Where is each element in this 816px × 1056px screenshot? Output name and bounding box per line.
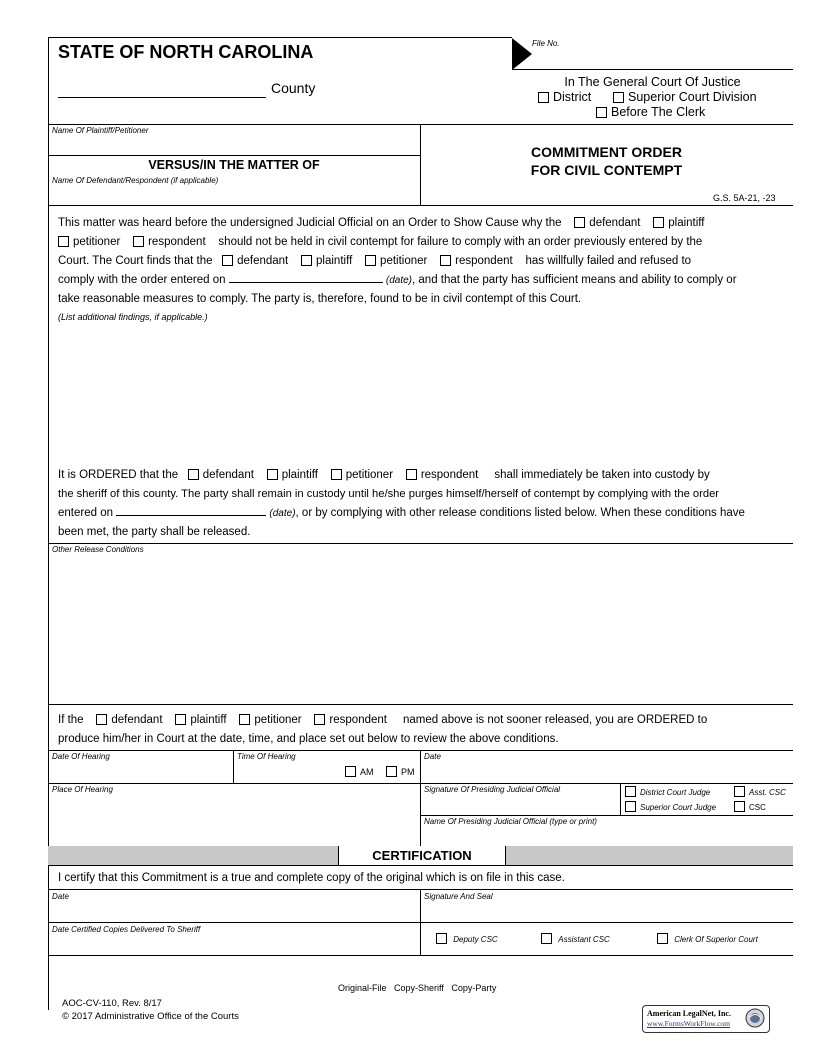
certification-heading: CERTIFICATION xyxy=(338,846,506,865)
am-option[interactable]: AM xyxy=(345,766,374,777)
petitioner-checkbox[interactable] xyxy=(58,236,69,247)
divider xyxy=(48,155,420,156)
divider xyxy=(420,815,793,816)
delivered-date-label: Date Certified Copies Delivered To Sheriff xyxy=(52,925,201,934)
purge-date-field[interactable] xyxy=(116,515,266,516)
divider xyxy=(420,750,421,846)
state-title: STATE OF NORTH CAROLINA xyxy=(58,42,314,62)
order-date-label: Date xyxy=(424,752,441,761)
findings-paragraph: This matter was heard before the undersigned Judicial Official on an Order to Show Cause why the defendant plaintiff petitioner respondent should not be held in civil contempt for failure to comply with an order previously entered by the Court. The Court finds that the defendant plaintiff petitioner respondent has willfully failed and refused to comply with the order entered on (date), and that the party has sufficient means and ability to comply or take reasonable measures to comply. The party is, therefore, found to be in civil contempt of this Court. xyxy=(58,217,737,305)
deputy-csc-option[interactable]: Deputy CSC xyxy=(436,933,498,944)
globe-icon xyxy=(745,1008,765,1028)
district-judge-checkbox[interactable] xyxy=(625,786,636,797)
clerk-checkbox[interactable] xyxy=(596,107,607,118)
district-judge-option[interactable]: District Court Judge xyxy=(625,786,710,797)
defendant-checkbox[interactable] xyxy=(96,714,107,725)
defendant-checkbox[interactable] xyxy=(188,469,199,480)
divider xyxy=(233,750,234,783)
clerk-superior-option[interactable]: Clerk Of Superior Court xyxy=(657,933,758,944)
clerk-superior-checkbox[interactable] xyxy=(657,933,668,944)
plaintiff-label: Name Of Plaintiff/Petitioner xyxy=(52,126,149,135)
respondent-checkbox[interactable] xyxy=(133,236,144,247)
divider xyxy=(48,205,793,206)
clerk-option[interactable]: Before The Clerk xyxy=(596,105,705,119)
respondent-checkbox[interactable] xyxy=(440,255,451,266)
file-no-line xyxy=(512,69,793,70)
divider xyxy=(48,922,793,923)
petitioner-checkbox[interactable] xyxy=(239,714,250,725)
superior-judge-checkbox[interactable] xyxy=(625,801,636,812)
respondent-checkbox[interactable] xyxy=(314,714,325,725)
superior-judge-option[interactable]: Superior Court Judge xyxy=(625,801,716,812)
divider xyxy=(48,955,793,956)
plaintiff-checkbox[interactable] xyxy=(301,255,312,266)
county-line[interactable] xyxy=(58,97,266,98)
petitioner-checkbox[interactable] xyxy=(365,255,376,266)
judge-signature-label: Signature Of Presiding Judicial Official xyxy=(424,785,561,794)
release-conditions-field[interactable] xyxy=(52,558,788,698)
county-label: County xyxy=(271,80,316,96)
place-of-hearing-label: Place Of Hearing xyxy=(52,785,113,794)
release-conditions-label: Other Release Conditions xyxy=(52,545,144,554)
order-date-field[interactable] xyxy=(229,282,383,283)
judge-name-label: Name Of Presiding Judicial Official (type or print) xyxy=(424,817,597,826)
divider xyxy=(48,783,793,784)
hearing-time-label: Time Of Hearing xyxy=(237,752,296,761)
order-paragraph: It is ORDERED that the defendant plaintiff petitioner respondent shall immediately be taken into custody by the sheriff of this county. The party shall remain in custody until he/she purges himself/herself of contempt by complying with the order entered on (date), or by complying with other release conditions listed below. When these conditions have been met, the party shall be released. xyxy=(58,469,745,538)
respondent-checkbox[interactable] xyxy=(406,469,417,480)
certification-text: I certify that this Commitment is a true and complete copy of the original which is on file in this case. xyxy=(58,872,565,884)
pm-option[interactable]: PM xyxy=(386,766,415,777)
copy-distribution: Original-File Copy-Sheriff Copy-Party xyxy=(338,983,497,993)
plaintiff-checkbox[interactable] xyxy=(653,217,664,228)
deputy-csc-checkbox[interactable] xyxy=(436,933,447,944)
superior-option[interactable]: Superior Court Division xyxy=(613,90,757,104)
csc-option[interactable]: CSC xyxy=(734,801,766,812)
petitioner-checkbox[interactable] xyxy=(331,469,342,480)
plaintiff-checkbox[interactable] xyxy=(175,714,186,725)
versus-label: VERSUS/IN THE MATTER OF xyxy=(148,158,320,172)
pm-checkbox[interactable] xyxy=(386,766,397,777)
divider xyxy=(48,543,793,544)
district-checkbox[interactable] xyxy=(538,92,549,103)
copyright: © 2017 Administrative Office of the Courts xyxy=(62,1011,239,1022)
assistant-csc-option[interactable]: Assistant CSC xyxy=(541,933,610,944)
divider xyxy=(48,704,793,705)
file-no-flag-icon xyxy=(512,38,532,70)
am-checkbox[interactable] xyxy=(345,766,356,777)
asst-csc-option[interactable]: Asst. CSC xyxy=(734,786,786,797)
csc-checkbox[interactable] xyxy=(734,801,745,812)
file-no-label: File No. xyxy=(532,39,560,48)
additional-findings-note: (List additional findings, if applicable.) xyxy=(58,312,208,322)
statute-ref: G.S. 5A-21, -23 xyxy=(713,193,776,203)
superior-checkbox[interactable] xyxy=(613,92,624,103)
form-number: AOC-CV-110, Rev. 8/17 xyxy=(62,998,162,1009)
certification-date-label: Date xyxy=(52,892,69,901)
defendant-checkbox[interactable] xyxy=(574,217,585,228)
top-border xyxy=(48,37,512,38)
defendant-label: Name Of Defendant/Respondent (if applicable) xyxy=(52,176,219,185)
form-title: COMMITMENT ORDER FOR CIVIL CONTEMPT xyxy=(530,144,683,178)
hearing-date-label: Date Of Hearing xyxy=(52,752,110,761)
court-label: In The General Court Of Justice xyxy=(564,75,741,89)
defendant-checkbox[interactable] xyxy=(222,255,233,266)
assistant-csc-checkbox[interactable] xyxy=(541,933,552,944)
divider xyxy=(620,783,621,815)
vendor-badge: American LegalNet, Inc. www.FormsWorkFlow.com xyxy=(642,1005,770,1033)
plaintiff-checkbox[interactable] xyxy=(267,469,278,480)
district-option[interactable]: District xyxy=(538,90,591,104)
signature-seal-label: Signature And Seal xyxy=(424,892,493,901)
asst-csc-checkbox[interactable] xyxy=(734,786,745,797)
release-paragraph: If the defendant plaintiff petitioner respondent named above is not sooner released, you are ORDERED to produce him/her in Court at the date, time, and place set out below to review the above conditions. xyxy=(58,714,708,745)
